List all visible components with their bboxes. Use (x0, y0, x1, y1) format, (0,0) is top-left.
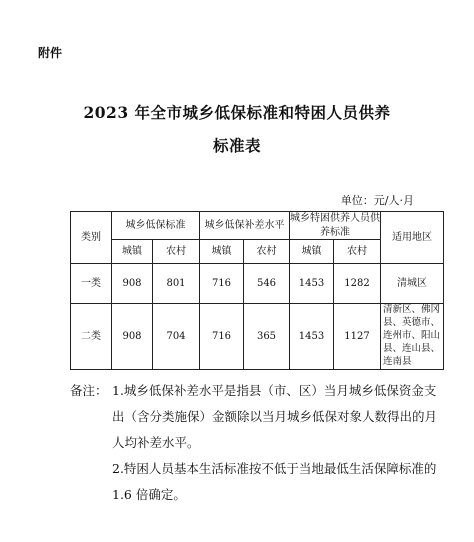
cell-buchai-rural: 546 (244, 264, 290, 304)
cell-tekun-rural: 1282 (334, 264, 381, 304)
cell-buchai-urban: 716 (200, 264, 244, 304)
header-tekun: 城乡特困供养人员供养标准 (290, 213, 380, 238)
note-text: 2.特困人员基本生活标准按不低于当地最低生活保障标准的 1.6 倍确定。 (112, 461, 437, 502)
header-area: 适用地区 (381, 212, 444, 264)
sub-urban: 城镇 (200, 240, 244, 264)
cell-tekun-rural: 1127 (334, 304, 381, 370)
note-text: 1.城乡低保补差水平是指县（市、区）当月城乡低保资金支出（含分类施保）金额除以当月城乡低保对象人数得出的月人均补差水平。 (112, 383, 438, 450)
cell-area: 清新区、佛冈县、英德市、连州市、阳山县、连山县、连南县 (381, 304, 444, 370)
sub-rural: 农村 (334, 240, 381, 264)
sub-urban: 城镇 (290, 240, 334, 264)
header-category: 类别 (71, 212, 112, 264)
standards-table (70, 211, 444, 370)
cell-area: 清城区 (381, 264, 444, 304)
row-category: 一类 (71, 264, 112, 304)
unit-label: 单位：元/人·月 (340, 194, 414, 207)
cell-tekun-urban: 1453 (290, 304, 334, 370)
cell-tekun-urban: 1453 (290, 264, 334, 304)
cell-dibao-rural: 704 (153, 304, 200, 370)
header-dibao: 城乡低保标准 (112, 212, 200, 240)
sub-rural: 农村 (153, 240, 200, 264)
table-row (71, 264, 444, 304)
notes-label: 备注： (70, 383, 108, 398)
note-item (70, 378, 440, 456)
note-item (112, 456, 440, 508)
cell-buchai-rural: 365 (244, 304, 290, 370)
row-category: 二类 (71, 304, 112, 370)
table-header-row (71, 212, 444, 240)
document-title-line2: 标准表 (212, 136, 261, 155)
notes-section (70, 378, 440, 508)
document-title-line1: 2023 年全市城乡低保标准和特困人员供养 (83, 103, 391, 122)
cell-dibao-urban: 908 (112, 264, 153, 304)
cell-buchai-urban: 716 (200, 304, 244, 370)
attachment-label: 附件 (38, 46, 63, 60)
cell-dibao-urban: 908 (112, 304, 153, 370)
header-buchai: 城乡低保补差水平 (200, 212, 290, 240)
sub-urban: 城镇 (112, 240, 153, 264)
table-row (71, 304, 444, 370)
cell-dibao-rural: 801 (153, 264, 200, 304)
sub-rural: 农村 (244, 240, 290, 264)
